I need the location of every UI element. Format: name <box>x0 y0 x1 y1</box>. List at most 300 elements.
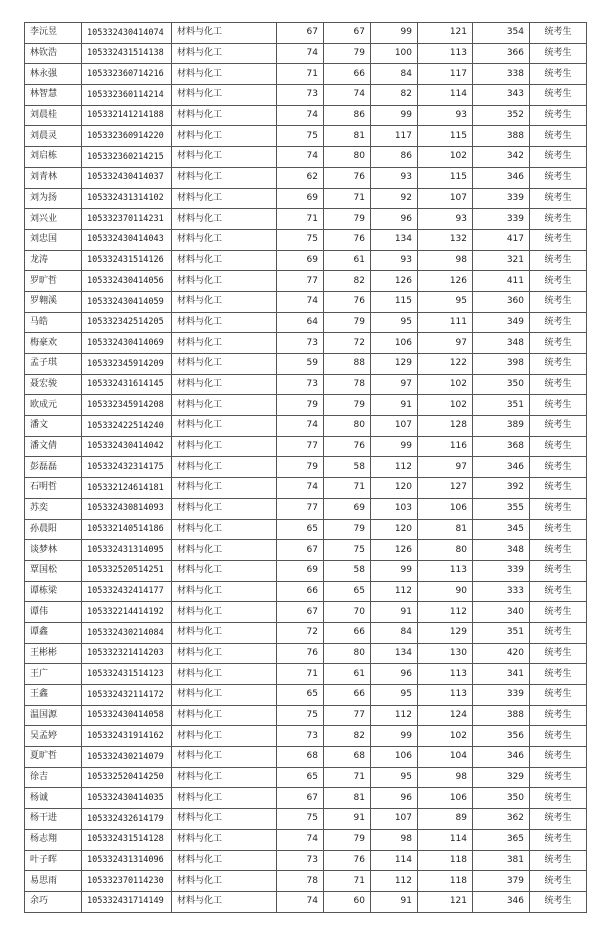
cell-exam-category: 统考生 <box>530 622 587 643</box>
cell-total-score: 389 <box>473 416 530 437</box>
cell-exam-category: 统考生 <box>530 188 587 209</box>
cell-politics-score: 74 <box>277 147 324 168</box>
cell-subject2-score: 89 <box>418 809 473 830</box>
cell-subject2-score: 102 <box>418 395 473 416</box>
cell-student-name: 王广 <box>25 664 82 685</box>
cell-exam-id: 105332342514205 <box>82 312 172 333</box>
table-row <box>25 395 587 416</box>
cell-exam-category: 统考生 <box>530 829 587 850</box>
cell-total-score: 346 <box>473 747 530 768</box>
cell-exam-id: 105332360114214 <box>82 85 172 106</box>
table-body <box>25 23 587 913</box>
cell-total-score: 350 <box>473 788 530 809</box>
cell-english-score: 91 <box>324 809 371 830</box>
cell-exam-category: 统考生 <box>530 85 587 106</box>
cell-exam-category: 统考生 <box>530 64 587 85</box>
cell-student-name: 刘晨桂 <box>25 105 82 126</box>
cell-major: 材料与化工 <box>172 312 277 333</box>
cell-student-name: 谭伟 <box>25 602 82 623</box>
cell-exam-id: 105332430214079 <box>82 747 172 768</box>
cell-major: 材料与化工 <box>172 560 277 581</box>
cell-exam-id: 105332430414059 <box>82 291 172 312</box>
cell-student-name: 石明哲 <box>25 478 82 499</box>
cell-subject1-score: 107 <box>371 416 418 437</box>
cell-politics-score: 77 <box>277 498 324 519</box>
cell-exam-category: 统考生 <box>530 705 587 726</box>
table-row <box>25 850 587 871</box>
cell-subject2-score: 93 <box>418 209 473 230</box>
cell-total-score: 355 <box>473 498 530 519</box>
cell-subject1-score: 112 <box>371 457 418 478</box>
cell-subject2-score: 114 <box>418 85 473 106</box>
cell-subject1-score: 96 <box>371 664 418 685</box>
cell-total-score: 333 <box>473 581 530 602</box>
cell-major: 材料与化工 <box>172 229 277 250</box>
cell-major: 材料与化工 <box>172 147 277 168</box>
table-row <box>25 540 587 561</box>
cell-exam-id: 105332431314102 <box>82 188 172 209</box>
cell-politics-score: 73 <box>277 85 324 106</box>
cell-major: 材料与化工 <box>172 395 277 416</box>
table-row <box>25 312 587 333</box>
cell-total-score: 356 <box>473 726 530 747</box>
cell-exam-category: 统考生 <box>530 43 587 64</box>
cell-exam-id: 105332430414035 <box>82 788 172 809</box>
cell-exam-category: 统考生 <box>530 540 587 561</box>
cell-major: 材料与化工 <box>172 891 277 912</box>
cell-total-score: 339 <box>473 560 530 581</box>
cell-english-score: 68 <box>324 747 371 768</box>
cell-exam-category: 统考生 <box>530 147 587 168</box>
cell-politics-score: 75 <box>277 809 324 830</box>
cell-politics-score: 77 <box>277 436 324 457</box>
cell-subject2-score: 97 <box>418 333 473 354</box>
cell-politics-score: 69 <box>277 250 324 271</box>
cell-total-score: 350 <box>473 374 530 395</box>
cell-exam-category: 统考生 <box>530 685 587 706</box>
table-row <box>25 871 587 892</box>
cell-student-name: 刘兴业 <box>25 209 82 230</box>
cell-english-score: 76 <box>324 850 371 871</box>
cell-subject1-score: 114 <box>371 850 418 871</box>
table-row <box>25 188 587 209</box>
cell-politics-score: 69 <box>277 560 324 581</box>
cell-exam-id: 105332430414043 <box>82 229 172 250</box>
cell-total-score: 346 <box>473 167 530 188</box>
cell-english-score: 69 <box>324 498 371 519</box>
cell-english-score: 79 <box>324 43 371 64</box>
cell-major: 材料与化工 <box>172 85 277 106</box>
cell-politics-score: 59 <box>277 354 324 375</box>
cell-total-score: 351 <box>473 622 530 643</box>
table-row <box>25 664 587 685</box>
cell-subject1-score: 97 <box>371 374 418 395</box>
cell-student-name: 苏奕 <box>25 498 82 519</box>
cell-exam-id: 105332431514123 <box>82 664 172 685</box>
cell-subject2-score: 113 <box>418 664 473 685</box>
cell-total-score: 340 <box>473 602 530 623</box>
cell-english-score: 66 <box>324 64 371 85</box>
cell-major: 材料与化工 <box>172 43 277 64</box>
cell-politics-score: 72 <box>277 622 324 643</box>
cell-politics-score: 74 <box>277 416 324 437</box>
cell-exam-id: 105332141214188 <box>82 105 172 126</box>
cell-student-name: 杨诚 <box>25 788 82 809</box>
cell-major: 材料与化工 <box>172 871 277 892</box>
cell-exam-category: 统考生 <box>530 291 587 312</box>
cell-exam-category: 统考生 <box>530 747 587 768</box>
cell-major: 材料与化工 <box>172 436 277 457</box>
cell-politics-score: 74 <box>277 43 324 64</box>
cell-english-score: 65 <box>324 581 371 602</box>
cell-subject1-score: 112 <box>371 871 418 892</box>
cell-exam-category: 统考生 <box>530 767 587 788</box>
cell-total-score: 338 <box>473 64 530 85</box>
cell-major: 材料与化工 <box>172 519 277 540</box>
cell-exam-category: 统考生 <box>530 498 587 519</box>
cell-subject2-score: 102 <box>418 147 473 168</box>
cell-exam-category: 统考生 <box>530 643 587 664</box>
table-row <box>25 622 587 643</box>
table-row <box>25 457 587 478</box>
cell-subject1-score: 91 <box>371 395 418 416</box>
cell-english-score: 76 <box>324 436 371 457</box>
cell-student-name: 刘青林 <box>25 167 82 188</box>
cell-student-name: 谭栋梁 <box>25 581 82 602</box>
cell-exam-id: 105332321414203 <box>82 643 172 664</box>
table-row <box>25 126 587 147</box>
cell-major: 材料与化工 <box>172 726 277 747</box>
cell-exam-category: 统考生 <box>530 105 587 126</box>
cell-english-score: 77 <box>324 705 371 726</box>
cell-subject2-score: 81 <box>418 519 473 540</box>
cell-total-score: 346 <box>473 891 530 912</box>
cell-major: 材料与化工 <box>172 126 277 147</box>
cell-subject1-score: 126 <box>371 540 418 561</box>
cell-total-score: 381 <box>473 850 530 871</box>
cell-politics-score: 64 <box>277 312 324 333</box>
table-row <box>25 643 587 664</box>
cell-major: 材料与化工 <box>172 271 277 292</box>
cell-exam-id: 105332430814093 <box>82 498 172 519</box>
cell-english-score: 78 <box>324 374 371 395</box>
cell-subject1-score: 126 <box>371 271 418 292</box>
cell-exam-id: 105332360914220 <box>82 126 172 147</box>
cell-subject1-score: 82 <box>371 85 418 106</box>
cell-english-score: 60 <box>324 891 371 912</box>
cell-exam-category: 统考生 <box>530 809 587 830</box>
cell-subject2-score: 126 <box>418 271 473 292</box>
cell-student-name: 潘文 <box>25 416 82 437</box>
cell-exam-id: 105332124614181 <box>82 478 172 499</box>
cell-total-score: 346 <box>473 457 530 478</box>
cell-exam-id: 105332430414042 <box>82 436 172 457</box>
cell-politics-score: 75 <box>277 229 324 250</box>
table-row <box>25 747 587 768</box>
cell-subject2-score: 122 <box>418 354 473 375</box>
cell-student-name: 李沅昱 <box>25 23 82 44</box>
cell-english-score: 76 <box>324 167 371 188</box>
cell-total-score: 417 <box>473 229 530 250</box>
cell-politics-score: 73 <box>277 726 324 747</box>
cell-major: 材料与化工 <box>172 374 277 395</box>
cell-subject1-score: 115 <box>371 291 418 312</box>
cell-politics-score: 75 <box>277 705 324 726</box>
cell-major: 材料与化工 <box>172 581 277 602</box>
cell-subject2-score: 115 <box>418 167 473 188</box>
cell-subject2-score: 114 <box>418 829 473 850</box>
cell-subject1-score: 99 <box>371 105 418 126</box>
cell-subject1-score: 95 <box>371 312 418 333</box>
cell-subject2-score: 117 <box>418 64 473 85</box>
cell-total-score: 366 <box>473 43 530 64</box>
cell-exam-id: 105332422514240 <box>82 416 172 437</box>
table-row <box>25 685 587 706</box>
cell-subject2-score: 113 <box>418 560 473 581</box>
table-row <box>25 105 587 126</box>
cell-major: 材料与化工 <box>172 788 277 809</box>
cell-student-name: 吴孟婷 <box>25 726 82 747</box>
cell-exam-id: 105332360214215 <box>82 147 172 168</box>
cell-english-score: 66 <box>324 685 371 706</box>
cell-exam-id: 105332430414058 <box>82 705 172 726</box>
cell-subject2-score: 97 <box>418 457 473 478</box>
cell-politics-score: 67 <box>277 540 324 561</box>
cell-subject1-score: 84 <box>371 64 418 85</box>
cell-exam-category: 统考生 <box>530 664 587 685</box>
cell-politics-score: 66 <box>277 581 324 602</box>
table-row <box>25 64 587 85</box>
cell-exam-id: 105332431514128 <box>82 829 172 850</box>
cell-subject2-score: 98 <box>418 767 473 788</box>
cell-student-name: 谭鑫 <box>25 622 82 643</box>
cell-exam-id: 105332431514126 <box>82 250 172 271</box>
cell-major: 材料与化工 <box>172 622 277 643</box>
cell-major: 材料与化工 <box>172 767 277 788</box>
cell-subject2-score: 115 <box>418 126 473 147</box>
cell-politics-score: 71 <box>277 664 324 685</box>
cell-exam-category: 统考生 <box>530 436 587 457</box>
cell-subject1-score: 134 <box>371 643 418 664</box>
cell-subject2-score: 128 <box>418 416 473 437</box>
cell-total-score: 360 <box>473 291 530 312</box>
cell-student-name: 叶子晖 <box>25 850 82 871</box>
cell-exam-id: 105332431614145 <box>82 374 172 395</box>
cell-subject2-score: 102 <box>418 374 473 395</box>
cell-total-score: 348 <box>473 540 530 561</box>
cell-subject1-score: 96 <box>371 209 418 230</box>
table-row <box>25 436 587 457</box>
cell-english-score: 74 <box>324 85 371 106</box>
cell-exam-id: 105332214414192 <box>82 602 172 623</box>
cell-major: 材料与化工 <box>172 23 277 44</box>
table-row <box>25 271 587 292</box>
table-row <box>25 705 587 726</box>
cell-exam-id: 105332431714149 <box>82 891 172 912</box>
table-row <box>25 333 587 354</box>
cell-total-score: 398 <box>473 354 530 375</box>
cell-politics-score: 65 <box>277 685 324 706</box>
cell-politics-score: 75 <box>277 126 324 147</box>
table-row <box>25 519 587 540</box>
cell-total-score: 349 <box>473 312 530 333</box>
cell-student-name: 谈梦林 <box>25 540 82 561</box>
cell-politics-score: 62 <box>277 167 324 188</box>
cell-total-score: 379 <box>473 871 530 892</box>
cell-major: 材料与化工 <box>172 705 277 726</box>
cell-politics-score: 74 <box>277 105 324 126</box>
cell-subject2-score: 113 <box>418 685 473 706</box>
cell-major: 材料与化工 <box>172 685 277 706</box>
cell-subject2-score: 106 <box>418 788 473 809</box>
cell-student-name: 杨干进 <box>25 809 82 830</box>
cell-exam-id: 105332430414056 <box>82 271 172 292</box>
cell-english-score: 61 <box>324 664 371 685</box>
cell-major: 材料与化工 <box>172 291 277 312</box>
cell-student-name: 马皓 <box>25 312 82 333</box>
cell-english-score: 72 <box>324 333 371 354</box>
cell-subject1-score: 86 <box>371 147 418 168</box>
cell-major: 材料与化工 <box>172 457 277 478</box>
cell-exam-category: 统考生 <box>530 726 587 747</box>
cell-english-score: 82 <box>324 726 371 747</box>
cell-exam-id: 105332431914162 <box>82 726 172 747</box>
cell-major: 材料与化工 <box>172 188 277 209</box>
cell-politics-score: 67 <box>277 788 324 809</box>
cell-total-score: 388 <box>473 705 530 726</box>
cell-exam-id: 105332430414069 <box>82 333 172 354</box>
cell-exam-id: 105332430414074 <box>82 23 172 44</box>
cell-student-name: 杨志翔 <box>25 829 82 850</box>
cell-english-score: 58 <box>324 457 371 478</box>
cell-english-score: 67 <box>324 23 371 44</box>
cell-english-score: 86 <box>324 105 371 126</box>
cell-exam-id: 105332431314096 <box>82 850 172 871</box>
cell-total-score: 345 <box>473 519 530 540</box>
cell-total-score: 368 <box>473 436 530 457</box>
table-row <box>25 23 587 44</box>
table-row <box>25 43 587 64</box>
cell-subject2-score: 113 <box>418 43 473 64</box>
cell-exam-category: 统考生 <box>530 581 587 602</box>
cell-subject1-score: 106 <box>371 747 418 768</box>
cell-politics-score: 74 <box>277 291 324 312</box>
cell-major: 材料与化工 <box>172 643 277 664</box>
cell-exam-category: 统考生 <box>530 850 587 871</box>
cell-subject1-score: 107 <box>371 809 418 830</box>
cell-subject1-score: 93 <box>371 250 418 271</box>
cell-english-score: 66 <box>324 622 371 643</box>
cell-exam-id: 105332360714216 <box>82 64 172 85</box>
cell-exam-category: 统考生 <box>530 457 587 478</box>
table-row <box>25 726 587 747</box>
cell-exam-id: 105332432414177 <box>82 581 172 602</box>
cell-english-score: 76 <box>324 291 371 312</box>
cell-subject1-score: 95 <box>371 685 418 706</box>
cell-exam-category: 统考生 <box>530 602 587 623</box>
table-row <box>25 229 587 250</box>
cell-student-name: 刘晨灵 <box>25 126 82 147</box>
cell-subject2-score: 124 <box>418 705 473 726</box>
table-row <box>25 374 587 395</box>
cell-exam-category: 统考生 <box>530 871 587 892</box>
cell-english-score: 58 <box>324 560 371 581</box>
cell-major: 材料与化工 <box>172 333 277 354</box>
cell-exam-id: 105332430214084 <box>82 622 172 643</box>
cell-major: 材料与化工 <box>172 478 277 499</box>
cell-subject2-score: 121 <box>418 23 473 44</box>
cell-english-score: 81 <box>324 126 371 147</box>
cell-english-score: 76 <box>324 229 371 250</box>
cell-subject1-score: 129 <box>371 354 418 375</box>
cell-student-name: 欧成元 <box>25 395 82 416</box>
cell-student-name: 徐吉 <box>25 767 82 788</box>
cell-politics-score: 74 <box>277 478 324 499</box>
cell-politics-score: 65 <box>277 519 324 540</box>
cell-total-score: 352 <box>473 105 530 126</box>
cell-subject1-score: 106 <box>371 333 418 354</box>
cell-major: 材料与化工 <box>172 105 277 126</box>
cell-student-name: 刘为扬 <box>25 188 82 209</box>
cell-student-name: 孟子琪 <box>25 354 82 375</box>
cell-major: 材料与化工 <box>172 540 277 561</box>
cell-politics-score: 74 <box>277 891 324 912</box>
cell-student-name: 潘文倩 <box>25 436 82 457</box>
cell-exam-id: 105332430414037 <box>82 167 172 188</box>
cell-politics-score: 67 <box>277 23 324 44</box>
cell-subject2-score: 93 <box>418 105 473 126</box>
table-row <box>25 416 587 437</box>
cell-exam-category: 统考生 <box>530 374 587 395</box>
cell-student-name: 梅豪欢 <box>25 333 82 354</box>
cell-english-score: 80 <box>324 643 371 664</box>
cell-total-score: 339 <box>473 685 530 706</box>
cell-exam-category: 统考生 <box>530 478 587 499</box>
cell-exam-category: 统考生 <box>530 209 587 230</box>
cell-politics-score: 79 <box>277 457 324 478</box>
cell-subject2-score: 95 <box>418 291 473 312</box>
cell-english-score: 80 <box>324 416 371 437</box>
cell-politics-score: 69 <box>277 188 324 209</box>
table-row <box>25 167 587 188</box>
cell-exam-category: 统考生 <box>530 560 587 581</box>
cell-major: 材料与化工 <box>172 498 277 519</box>
cell-subject2-score: 107 <box>418 188 473 209</box>
cell-major: 材料与化工 <box>172 416 277 437</box>
cell-major: 材料与化工 <box>172 809 277 830</box>
cell-exam-category: 统考生 <box>530 167 587 188</box>
cell-total-score: 321 <box>473 250 530 271</box>
table-row <box>25 209 587 230</box>
cell-politics-score: 79 <box>277 395 324 416</box>
cell-subject1-score: 96 <box>371 788 418 809</box>
cell-subject2-score: 112 <box>418 602 473 623</box>
cell-english-score: 79 <box>324 312 371 333</box>
cell-politics-score: 76 <box>277 643 324 664</box>
cell-subject1-score: 103 <box>371 498 418 519</box>
cell-english-score: 79 <box>324 395 371 416</box>
cell-english-score: 88 <box>324 354 371 375</box>
table-row <box>25 250 587 271</box>
cell-english-score: 71 <box>324 478 371 499</box>
cell-exam-category: 统考生 <box>530 395 587 416</box>
cell-exam-id: 105332345914209 <box>82 354 172 375</box>
cell-student-name: 刘忠国 <box>25 229 82 250</box>
cell-subject1-score: 91 <box>371 602 418 623</box>
cell-english-score: 61 <box>324 250 371 271</box>
cell-politics-score: 77 <box>277 271 324 292</box>
cell-exam-id: 105332432114172 <box>82 685 172 706</box>
